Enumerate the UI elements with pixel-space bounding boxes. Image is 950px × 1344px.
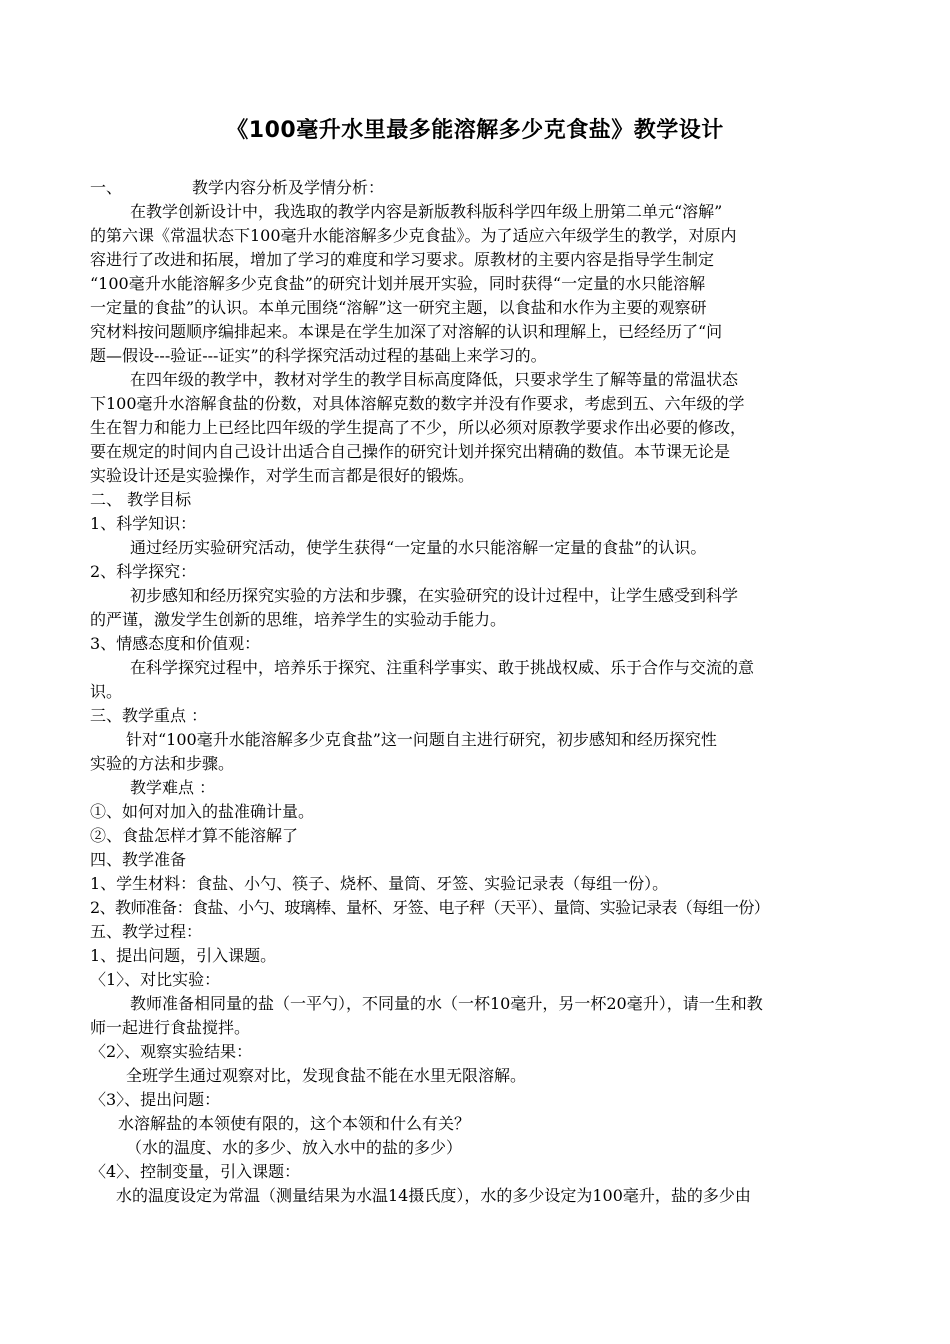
section-heading: 二、 教学目标 (90, 490, 192, 509)
paragraph-line: “100毫升水能溶解多少克食盐”的研究计划并展开实验，同时获得“一定量的水只能溶解 (90, 274, 706, 293)
section-heading (90, 176, 870, 200)
list-item: 2、教师准备：食盐、小勺、玻璃棒、量杯、牙签、电子秤（天平）、量筒、实验记录表（每组一份） (90, 898, 770, 917)
list-item: ②、食盐怎样才算不能溶解了 (90, 826, 299, 845)
paragraph-line: 水溶解盐的本领使有限的，这个本领和什么有关？ (118, 1114, 471, 1133)
paragraph-line: 在科学探究过程中，培养乐于探究、注重科学事实、敢于挑战权威、乐于合作与交流的意 (130, 658, 755, 677)
paragraph-line: 的第六课《常温状态下100毫升水能溶解多少克食盐》。为了适应六年级学生的教学，对原内 (90, 226, 737, 245)
paragraph-line: 针对“100毫升水能溶解多少克食盐”这一问题自主进行研究，初步感知和经历探究性 (126, 730, 717, 749)
paragraph-line: 通过经历实验研究活动，使学生获得“一定量的水只能溶解一定量的食盐”的认识。 (130, 538, 707, 557)
paragraph-line: 容进行了改进和拓展，增加了学习的难度和学习要求。原教材的主要内容是指导学生制定 (90, 250, 715, 269)
document-title: 《100毫升水里最多能溶解多少克食盐》教学设计 (226, 118, 724, 143)
subsection-heading: 3、情感态度和价值观： (90, 634, 261, 653)
document-body (90, 176, 870, 1208)
paragraph-line: 全班学生通过观察对比，发现食盐不能在水里无限溶解。 (126, 1066, 527, 1085)
subsection-heading: 2、科学探究： (90, 562, 197, 581)
paragraph-line: 下100毫升水溶解食盐的份数，对具体溶解克数的数字并没有作要求，考虑到五、六年级的学 (90, 394, 745, 413)
paragraph-line: 究材料按问题顺序编排起来。本课是在学生加深了对溶解的认识和理解上，已经经历了“问 (90, 322, 723, 341)
section-heading: 五、教学过程： (90, 922, 203, 941)
step-heading: 〈3〉、提出问题： (90, 1090, 221, 1109)
subsection-heading: 1、提出问题，引入课题。 (90, 946, 277, 965)
list-item: 1、学生材料：食盐、小勺、筷子、烧杯、量筒、牙签、实验记录表（每组一份）。 (90, 874, 669, 893)
paragraph-line: 在四年级的教学中，教材对学生的教学目标高度降低，只要求学生了解等量的常温状态 (130, 370, 739, 389)
list-item: ①、如何对加入的盐准确计量。 (90, 802, 315, 821)
paragraph-line: 师一起进行食盐搅拌。 (90, 1018, 251, 1037)
section-heading: 三、教学重点 ： (90, 706, 208, 725)
paragraph-line: 要在规定的时间内自己设计出适合自己操作的研究计划并探究出精确的数值。本节课无论是 (90, 442, 731, 461)
step-heading: 〈2〉、观察实验结果： (90, 1042, 253, 1061)
paragraph-line: 生在智力和能力上已经比四年级的学生提高了不少，所以必须对原教学要求作出必要的修改， (90, 418, 747, 437)
section-heading: 四、教学准备 (90, 850, 187, 869)
paragraph-line: 水的温度设定为常温（测量结果为水温14摄氏度），水的多少设定为100毫升，盐的多少由 (116, 1186, 751, 1205)
paragraph-line: 识。 (90, 682, 123, 701)
paragraph-line: 实验设计还是实验操作，对学生而言都是很好的锻炼。 (90, 466, 475, 485)
step-heading: 〈1〉、对比实验： (90, 970, 221, 989)
section-number: 一、 (90, 178, 123, 197)
paragraph-line: 题—假设---验证---证实”的科学探究活动过程的基础上来学习的。 (90, 346, 547, 365)
paragraph-line: 初步感知和经历探究实验的方法和步骤，在实验研究的设计过程中，让学生感受到科学 (130, 586, 739, 605)
step-heading: 〈4〉、控制变量，引入课题： (90, 1162, 301, 1181)
subsection-heading: 1、科学知识： (90, 514, 197, 533)
paragraph-line: 实验的方法和步骤。 (90, 754, 235, 773)
paragraph-line: （水的温度、水的多少、放入水中的盐的多少） (126, 1138, 463, 1157)
subsection-heading: 教学难点 ： (130, 778, 216, 797)
section-title: 教学内容分析及学情分析： (192, 178, 385, 197)
paragraph-line: 在教学创新设计中，我选取的教学内容是新版教科版科学四年级上册第二单元“溶解” (130, 202, 723, 221)
paragraph-line: 教师准备相同量的盐（一平勺），不同量的水（一杯10毫升，另一杯20毫升），请一生和教 (130, 994, 763, 1013)
paragraph-line: 一定量的食盐”的认识。本单元围绕“溶解”这一研究主题，以食盐和水作为主要的观察研 (90, 298, 707, 317)
paragraph-line: 的严谨，激发学生创新的思维，培养学生的实验动手能力。 (90, 610, 507, 629)
